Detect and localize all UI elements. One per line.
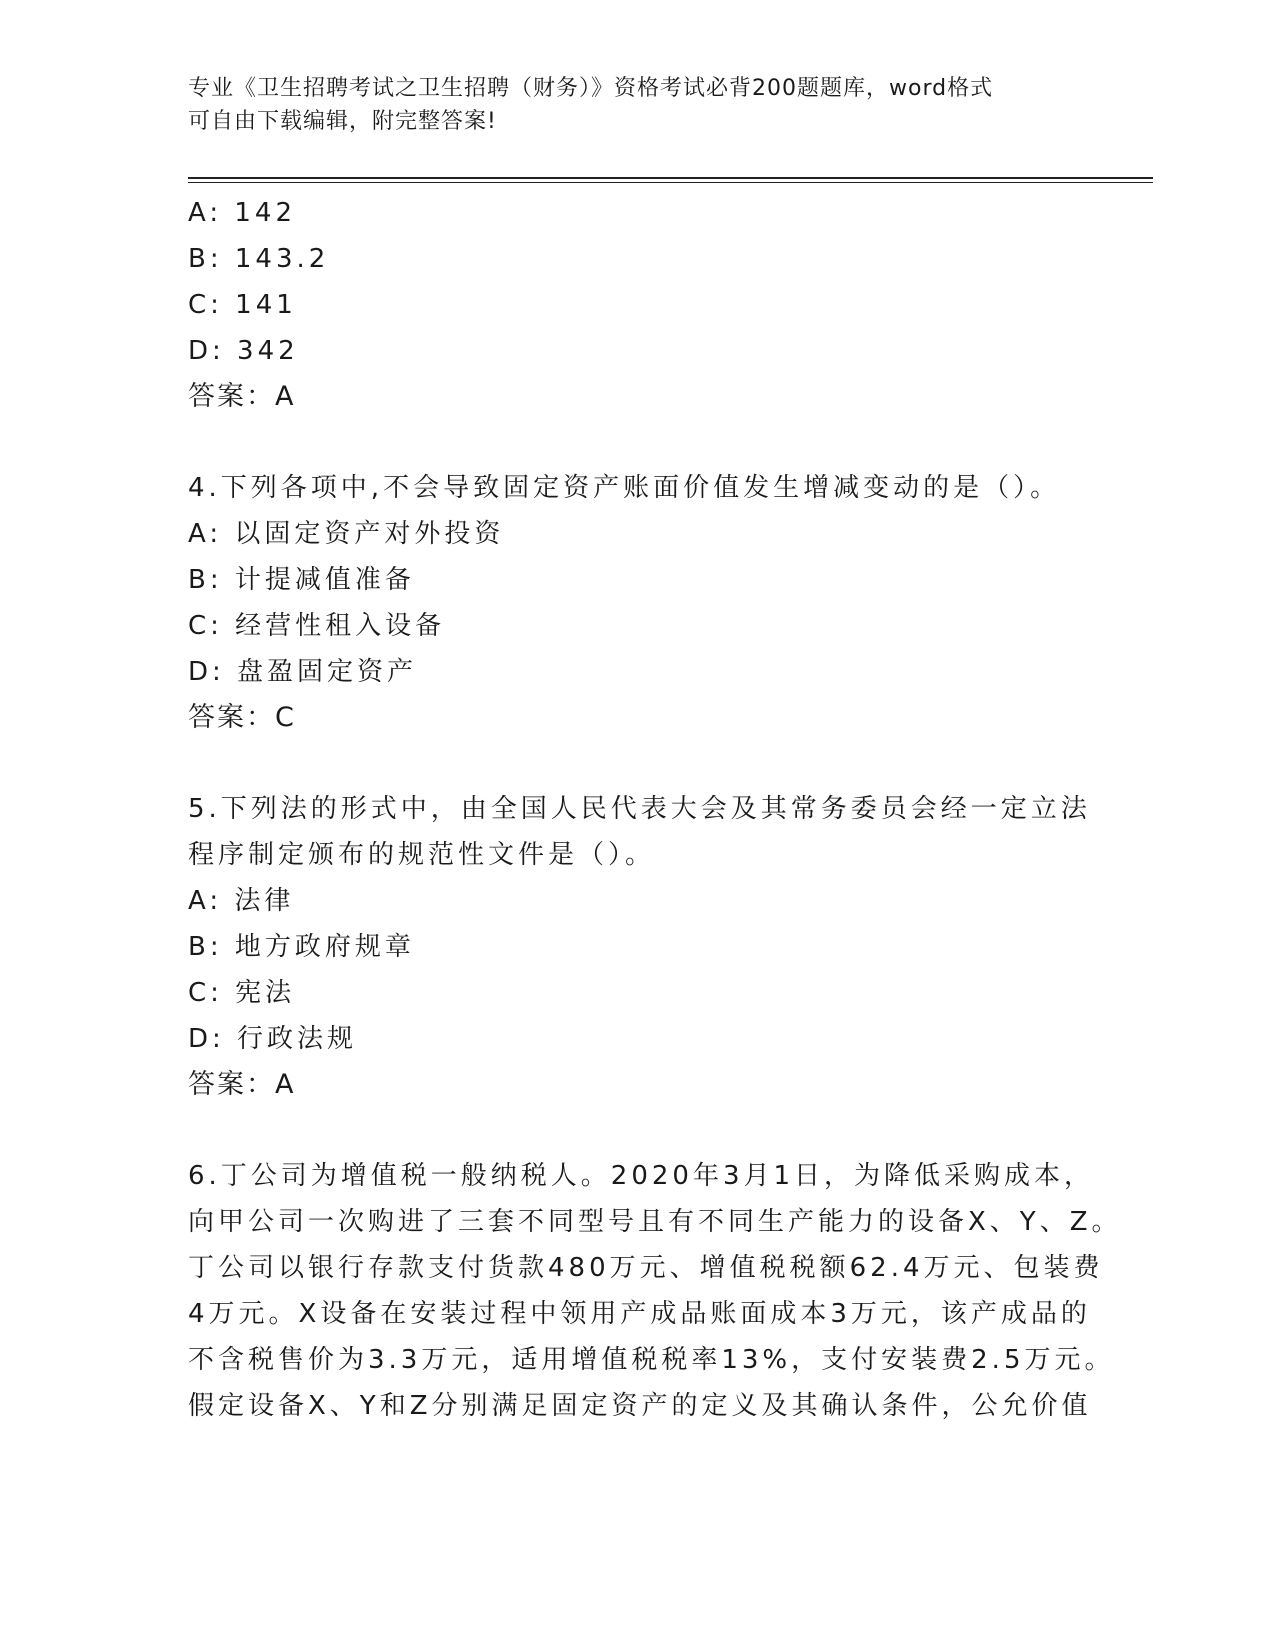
question-stem-line: 丁公司以银行存款支付货款480万元、增值税税额62.4万元、包装费 [188, 1253, 1104, 1283]
option-a: A: 法律 [188, 886, 295, 916]
header-line-2: 可自由下载编辑，附完整答案! [188, 109, 497, 134]
document-header [188, 72, 1068, 138]
question-stem-line: 向甲公司一次购进了三套不同型号且有不同生产能力的设备X、Y、Z。 [188, 1207, 1122, 1237]
question-stem-line: 5.下列法的形式中，由全国人民代表大会及其常务委员会经一定立法 [188, 794, 1091, 824]
question-stem-line: 6.丁公司为增值税一般纳税人。2020年3月1日，为降低采购成本， [188, 1161, 1095, 1191]
header-line-1: 专业《卫生招聘考试之卫生招聘（财务）》资格考试必背200题题库，word格式 [188, 76, 994, 101]
question-5 [188, 786, 1091, 1108]
option-c: C: 经营性租入设备 [188, 611, 446, 641]
question-3 [188, 190, 1088, 420]
question-stem-line: 4万元。X设备在安装过程中领用产成品账面成本3万元，该产成品的 [188, 1299, 1091, 1329]
question-4 [188, 465, 1088, 741]
question-stem-line: 不含税售价为3.3万元，适用增值税税率13%，支付安装费2.5万元。 [188, 1345, 1115, 1375]
question-6 [188, 1153, 1122, 1429]
question-stem-line: 假定设备X、Y和Z分别满足固定资产的定义及其确认条件，公允价值 [188, 1391, 1092, 1421]
question-stem-line: 4.下列各项中,不会导致固定资产账面价值发生增减变动的是（）。 [188, 473, 1061, 503]
answer-label: 答案：C [188, 702, 296, 733]
option-a: A: 142 [188, 198, 296, 228]
header-divider-thin [188, 182, 1153, 183]
question-content [188, 190, 1122, 1429]
option-d: D: 盘盈固定资产 [188, 657, 418, 687]
option-d: D: 行政法规 [188, 1024, 358, 1054]
option-b: B: 计提减值准备 [188, 565, 415, 595]
answer-label: 答案：A [188, 1069, 296, 1100]
question-stem-line: 程序制定颁布的规范性文件是（）。 [188, 840, 656, 870]
option-a: A: 以固定资产对外投资 [188, 519, 505, 549]
option-c: C: 宪法 [188, 978, 296, 1008]
option-c: C: 141 [188, 290, 297, 320]
header-divider-thick [188, 177, 1153, 179]
option-b: B: 地方政府规章 [188, 932, 415, 962]
answer-label: 答案：A [188, 381, 296, 412]
option-b: B: 143.2 [188, 244, 330, 274]
option-d: D: 342 [188, 336, 299, 366]
